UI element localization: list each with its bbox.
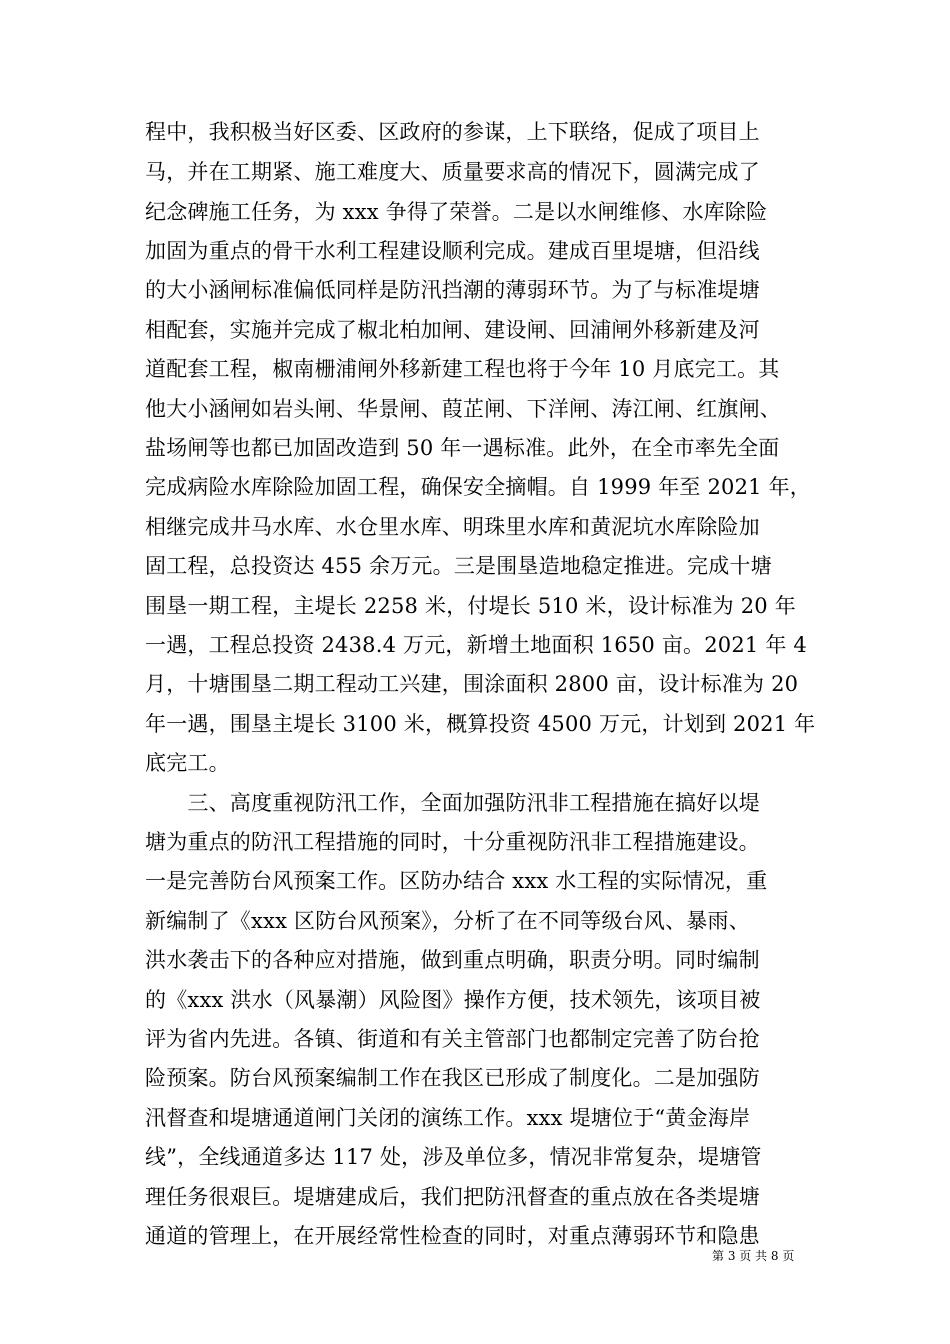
text-line: 底完工。: [145, 751, 230, 775]
section-heading-line: 三、高度重视防汛工作，全面加强防汛非工程措施在搞好以堤: [145, 791, 760, 815]
text-line: 马，并在工期紧、施工难度大、质量要求高的情况下，圆满完成了: [145, 160, 760, 184]
text-line: 相配套，实施并完成了椒北柏加闸、建设闸、回浦闸外移新建及河: [145, 318, 760, 342]
text-line: 相继完成井马水库、水仓里水库、明珠里水库和黄泥坑水库除险加: [145, 515, 760, 539]
text-line: 线”，全线通道多达 117 处，涉及单位多，情况非常复杂，堤塘管: [145, 1145, 762, 1169]
text-line: 盐场闸等也都已加固改造到 50 年一遇标准。此外，在全市率先全面: [145, 436, 780, 460]
text-line: 洪水袭击下的各种应对措施，做到重点明确，职责分明。同时编制: [145, 948, 760, 972]
text-line: 塘为重点的防汛工程措施的同时，十分重视防汛非工程措施建设。: [145, 830, 760, 854]
text-line: 险预案。防台风预案编制工作在我区已形成了制度化。二是加强防: [145, 1066, 760, 1090]
text-line: 的《xxx 洪水（风暴潮）风险图》操作方便，技术领先，该项目被: [145, 988, 761, 1012]
text-line: 道配套工程，椒南栅浦闸外移新建工程也将于今年 10 月底完工。其: [145, 357, 780, 381]
text-line: 一遇，工程总投资 2438.4 万元，新增土地面积 1650 亩。2021 年 4: [145, 633, 807, 657]
text-line: 固工程，总投资达 455 余万元。三是围垦造地稳定推进。完成十塘: [145, 554, 772, 578]
text-line: 通道的管理上，在开展经常性检查的同时，对重点薄弱环节和隐患: [145, 1224, 760, 1248]
text-line: 汛督查和堤塘通道闸门关闭的演练工作。xxx 堤塘位于“黄金海岸: [145, 1106, 751, 1130]
text-line: 围垦一期工程，主堤长 2258 米，付堤长 510 米，设计标准为 20 年: [145, 594, 796, 618]
text-line: 年一遇，围垦主堤长 3100 米，概算投资 4500 万元，计划到 2021 年: [145, 712, 816, 736]
text-line: 他大小涵闸如岩头闸、华景闸、葭芷闸、下洋闸、涛江闸、红旗闸、: [145, 397, 781, 421]
text-line: 纪念碑施工任务，为 xxx 争得了荣誉。二是以水闸维修、水库除险: [145, 200, 768, 224]
page-number-footer: 第 3 页 共 8 页: [712, 1249, 795, 1263]
text-line: 一是完善防台风预案工作。区防办结合 xxx 水工程的实际情况，重: [145, 869, 768, 893]
text-line: 新编制了《xxx 区防台风预案》，分析了在不同等级台风、暴雨、: [145, 909, 750, 933]
text-line: 评为省内先进。各镇、街道和有关主管部门也都制定完善了防台抢: [145, 1027, 760, 1051]
text-line: 月，十塘围垦二期工程动工兴建，围涂面积 2800 亩，设计标准为 20: [145, 672, 799, 696]
text-line: 加固为重点的骨干水利工程建设顺利完成。建成百里堤塘，但沿线: [145, 239, 760, 263]
text-line: 程中，我积极当好区委、区政府的参谋，上下联络，促成了项目上: [145, 120, 760, 144]
text-line: 完成病险水库除险加固工程，确保安全摘帽。自 1999 年至 2021 年，: [145, 475, 811, 499]
text-line: 理任务很艰巨。堤塘建成后，我们把防汛督查的重点放在各类堤塘: [145, 1185, 760, 1209]
text-line: 的大小涵闸标准偏低同样是防汛挡潮的薄弱环节。为了与标准堤塘: [145, 278, 760, 302]
